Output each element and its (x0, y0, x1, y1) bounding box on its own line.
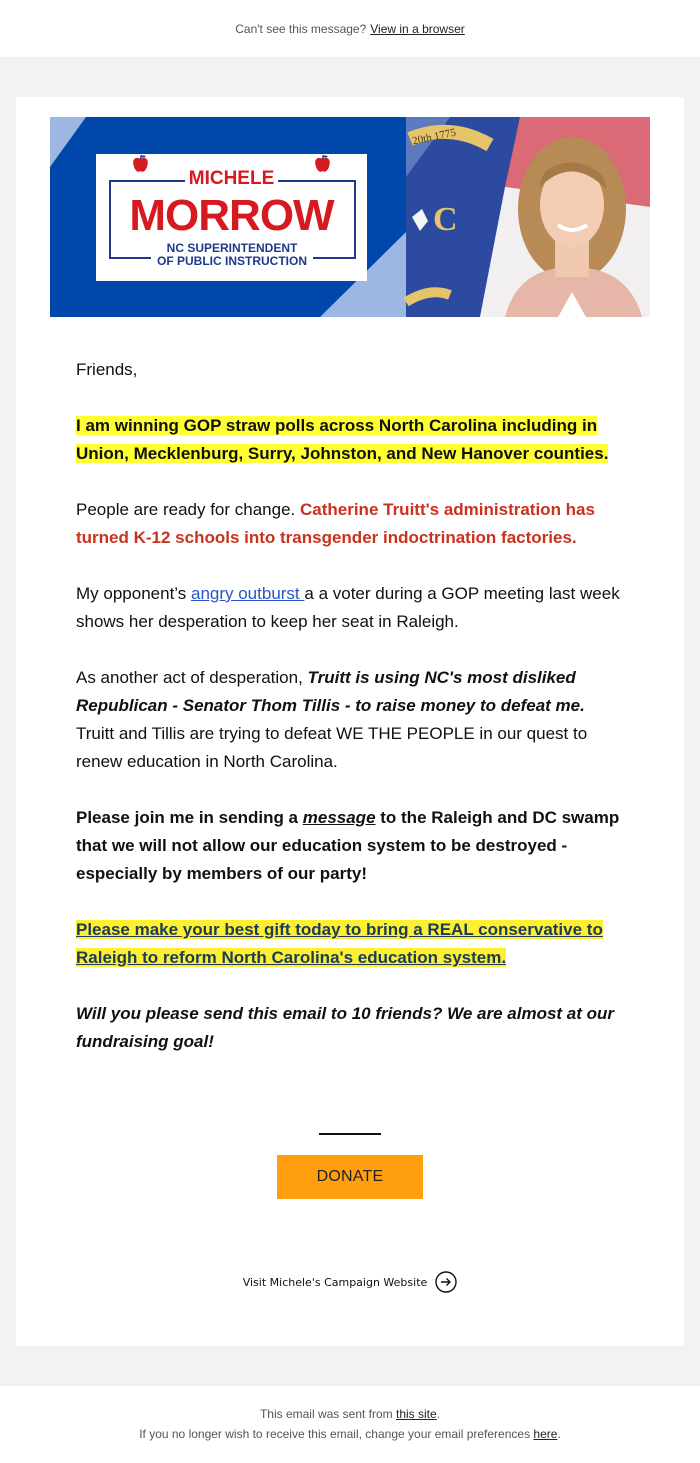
preheader (0, 0, 700, 57)
paragraph-opponent: My opponent’s angry outburst a a voter during a GOP meeting last week shows her desperation to keep her seat in Raleigh. (76, 584, 620, 631)
donate-button[interactable]: DONATE (277, 1155, 423, 1199)
logo-subtitle-line2: OF PUBLIC INSTRUCTION (157, 254, 307, 268)
bold-italic-emphasis: Truitt is using NC's most disliked Republican - Senator Thom Tillis - to raise money to defeat me. (76, 668, 585, 715)
angry-outburst-link[interactable]: angry outburst (190, 584, 305, 603)
email-footer (0, 1386, 700, 1463)
share-request: Will you please send this email to 10 friends? We are almost at our fundraising goal! (76, 1004, 615, 1051)
paragraph-desperation: As another act of desperation, Truitt is using NC's most disliked Republican - Senator Thom Tillis - to raise money to defeat me. Truitt and Tillis are trying to defeat WE THE PEOPLE in our quest to renew education in North Carolina. (76, 668, 588, 771)
logo-last-name: MORROW (129, 191, 334, 240)
email-body (76, 356, 621, 1084)
flag-letter: C (433, 201, 458, 238)
message-emphasis: message (302, 808, 376, 827)
campaign-website-label[interactable]: Visit Michele's Campaign Website (242, 1275, 428, 1289)
donate-cta-link[interactable]: Please make your best gift today to bring a REAL conservative to Raleigh to reform North Carolina's education system. (76, 920, 603, 967)
preheader-text: Can't see this message? (235, 21, 367, 36)
paragraph-change: People are ready for change. Catherine Truitt's administration has turned K-12 schools into transgender indoctrination factories. (76, 500, 595, 547)
logo-subtitle-line1: NC SUPERINTENDENT (166, 241, 298, 255)
view-in-browser-link[interactable]: View in a browser (370, 21, 465, 36)
flag-text: 20th 1775 (411, 126, 458, 148)
apple-icon (314, 154, 331, 173)
paragraph-message: Please join me in sending a message to the Raleigh and DC swamp that we will not allow our education system to be destroyed - especially by members of our party! (76, 808, 620, 883)
preferences-link[interactable]: here (533, 1427, 558, 1441)
red-emphasis: Catherine Truitt's administration has turned K-12 schools into transgender indoctrination factories. (76, 500, 595, 547)
campaign-logo (96, 154, 367, 281)
logo-subtitle (151, 242, 313, 268)
this-site-link[interactable]: this site (396, 1407, 437, 1421)
footer-preferences: If you no longer wish to receive this email, change your email preferences here. (139, 1427, 561, 1441)
logo-first-name: MICHELE (185, 168, 279, 189)
footer-sent-from: This email was sent from this site. (259, 1407, 441, 1421)
apple-icon (132, 154, 149, 173)
campaign-website-link[interactable] (0, 1270, 700, 1294)
arrow-right-circle-icon[interactable] (435, 1271, 457, 1293)
highlighted-paragraph: I am winning GOP straw polls across North Carolina including in Union, Mecklenburg, Surry, Johnston, and New Hanover counties. (76, 416, 609, 463)
divider (319, 1133, 381, 1135)
campaign-banner (50, 117, 650, 317)
greeting: Friends, (76, 360, 138, 379)
